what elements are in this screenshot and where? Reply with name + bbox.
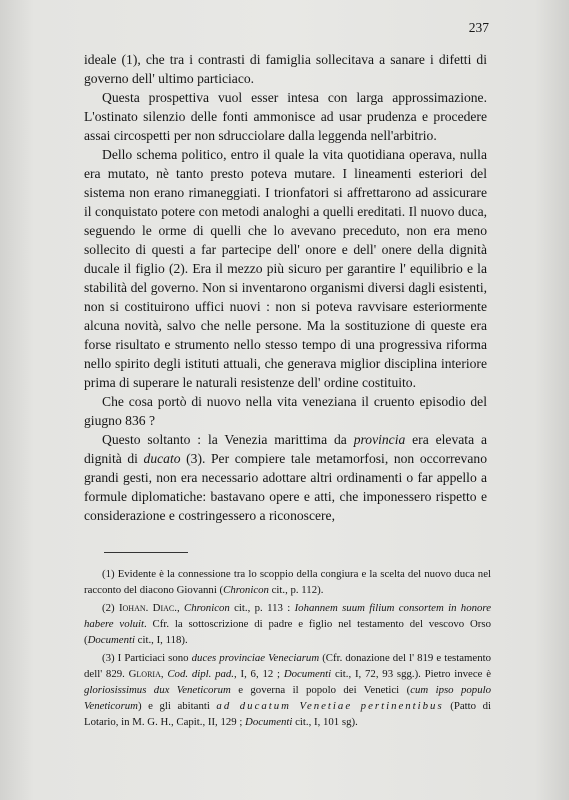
footnote-3: [84, 650, 491, 730]
fn-text: e governa il popolo dei Venetici (: [230, 684, 411, 696]
fn-italic-spaced: ad ducatum Venetiae pertinentibus: [216, 700, 444, 712]
p5-text: Questo soltanto : la Venezia marittima da: [102, 432, 354, 447]
fn-italic: Documenti: [87, 634, 135, 646]
paragraph-4: Che cosa portò di nuovo nella vita veneziana il cruento episodio del giugno 836 ?: [84, 394, 487, 428]
paragraph-2: Questa prospettiva vuol esser intesa con larga approssimazione. L'ostinato silenzio delle fonti ammonisce ad usar prudenza e procedere assai circospetti per non sdrucciolare dalla leggenda nell'arbitrio.: [84, 90, 487, 143]
fn-italic: gloriosissimus dux Veneticorum: [84, 684, 231, 696]
paragraph-3: Dello schema politico, entro il quale la vita quotidiana operava, nulla era mutato, nè tanto presto poteva mutare. I lineamenti esteriori del sistema non erano rimaneggiati. I trionfatori si affrettarono ad assicurare il conquistato potere con metodi analoghi a quelli ereditati. Il nuovo duca, seguendo le orme di quelli che lo avevano preceduto, non era meno sollecito di questi a far partecipe dell' onore e dell' onere della dignità ducale il figlio (2). Era il mezzo più sicuro per garantire l' equilibrio e la stabilità del governo. Non si inventarono organismi diversi dagli esistenti, non si costituirono uffici nuovi : non si poteva ravvisare esteriormente alcuna novità, salvo che nelle persone. Ma la sostituzione di queste era forse risultato e strumento nello stesso tempo di una progressiva riforma nello spirito degli istituti attuali, che generava miglior disciplina interiore prima di superare le naturali resistenze dell' ordine costituito.: [84, 147, 487, 390]
fn-text: cit., p. 113 :: [229, 602, 295, 614]
fn-text: (Patto di Lotario, in M. G. H., Capit., II, 129 ;: [84, 700, 491, 728]
paragraph-1: ideale (1), che tra i contrasti di famiglia sollecitava a sanare i difetti di governo dell' ultimo particiaco.: [84, 52, 487, 86]
footnote-1: [84, 566, 491, 598]
fn-italic: Iohannem suum filium consortem in honore habere voluit: [84, 602, 491, 630]
fn-author: Iohan. Diac.: [118, 602, 177, 614]
p5-text: (3). Per compiere tale metamorfosi, non occorrevano grandi gesti, non era necessario adottare altri ordinamenti o far appello a formule diplomatiche: bastavano opere e atti, che imponessero rispetto e considerazione e costringessero a riconoscere,: [84, 451, 487, 523]
p5-italic: ducato: [143, 451, 181, 466]
fn-text: ,: [176, 602, 184, 614]
fn-italic: Chronicon: [223, 584, 269, 596]
footnote-rule: [104, 552, 188, 553]
fn-text: (1) Evidente è la connessione tra lo scoppio della congiura e la scelta del nuovo duca nel racconto del diacono Giovanni (: [84, 568, 491, 596]
footnotes: [84, 566, 491, 732]
paragraph-5: [84, 430, 487, 525]
fn-text: cit., I, 118).: [134, 634, 188, 646]
fn-italic: Chronicon: [184, 602, 230, 614]
fn-text: ) e gli abitanti: [137, 700, 217, 712]
fn-text: (2): [102, 602, 119, 614]
p5-text: era elevata a dignità di: [84, 432, 487, 466]
fn-text: ,: [160, 668, 168, 680]
fn-author: Gloria: [128, 668, 161, 680]
fn-italic: cum ipso populo Veneticorum: [84, 684, 491, 712]
main-text: [84, 50, 487, 525]
footnote-2: [84, 600, 491, 648]
p5-italic: provincia: [353, 432, 406, 447]
fn-text: cit., p. 112).: [268, 584, 324, 596]
fn-text: (3) I Particiaci sono: [102, 652, 192, 664]
page-number: 237: [468, 20, 489, 35]
fn-text: (Cfr. donazione del l' 819 e testamento dell' 829.: [84, 652, 491, 680]
fn-italic: Documenti: [245, 716, 293, 728]
fn-italic: Cod. dipl. pad.: [167, 668, 234, 680]
fn-italic: duces provinciae Veneciarum: [191, 652, 320, 664]
fn-text: , I, 6, 12 ;: [234, 668, 284, 680]
fn-text: cit., I, 72, 93 sgg.). Pietro invece è: [331, 668, 491, 680]
fn-text: cit., I, 101 sg).: [292, 716, 358, 728]
fn-text: . Cfr. la sottoscrizione di padre e figlio nel testamento del vescovo Orso (: [84, 618, 491, 646]
fn-italic: Documenti: [283, 668, 332, 680]
